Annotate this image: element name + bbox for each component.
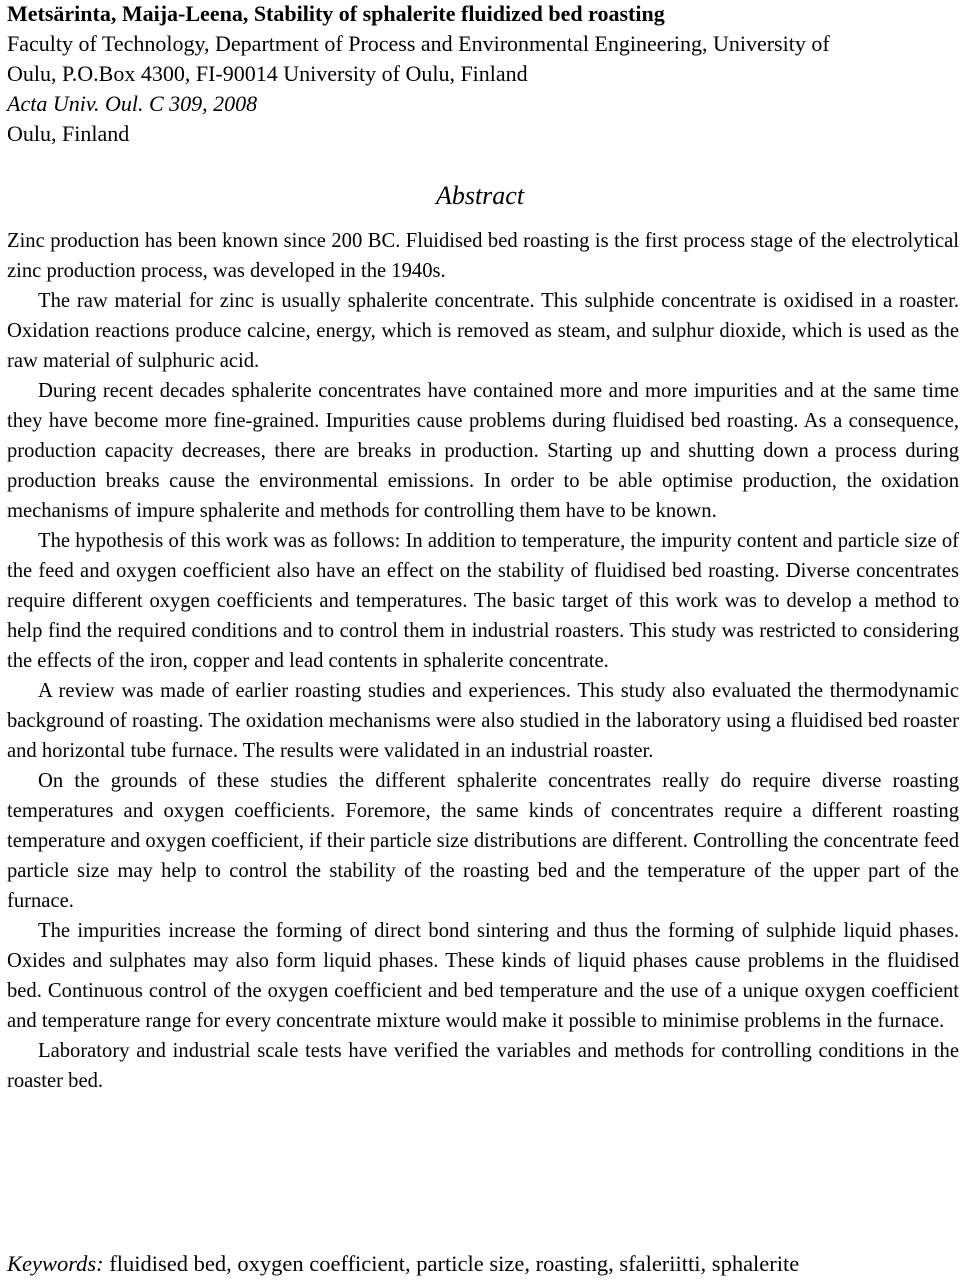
abstract-paragraph-1: Zinc production has been known since 200 BC. Fluidised bed roasting is the first process stage of the electrolytical zinc production process, was developed in the 1940s. (7, 230, 959, 282)
abstract-paragraph-8: Laboratory and industrial scale tests have verified the variables and methods for controlling conditions in the roaster bed. (7, 1040, 959, 1092)
abstract-paragraph-2: The raw material for zinc is usually sphalerite concentrate. This sulphide concentrate is oxidised in a roaster. Oxidation reactions produce calcine, energy, which is removed as steam, and sulphur dioxide, which is used as the raw material of sulphuric acid. (7, 290, 959, 372)
abstract-paragraph-6: On the grounds of these studies the different sphalerite concentrates really do require diverse roasting temperatures and oxygen coefficients. Foremore, the same kinds of concentrates require a different roasting temperature and oxygen coefficient, if their particle size distributions are different. Controlling the concentrate feed particle size may help to control the stability of the roasting bed and the temperature of the upper part of the furnace. (7, 770, 959, 912)
affiliation-line-1: Faculty of Technology, Department of Process and Environmental Engineering, University of (7, 31, 830, 56)
keywords-line (7, 1248, 959, 1280)
abstract-heading: Abstract (435, 181, 525, 210)
citation-header (7, 0, 956, 149)
publication-location: Oulu, Finland (7, 121, 130, 146)
citation-title: Metsärinta, Maija-Leena, Stability of sphalerite fluidized bed roasting (7, 1, 665, 26)
keywords-value: fluidised bed, oxygen coefficient, particle size, roasting, sfaleriitti, sphalerite (109, 1251, 800, 1276)
abstract-paragraph-5: A review was made of earlier roasting studies and experiences. This study also evaluated the thermodynamic background of roasting. The oxidation mechanisms were also studied in the laboratory using a fluidised bed roaster and horizontal tube furnace. The results were validated in an industrial roaster. (7, 680, 959, 762)
abstract-body (7, 226, 959, 1096)
journal-reference: Acta Univ. Oul. C 309, 2008 (7, 91, 258, 116)
abstract-paragraph-4: The hypothesis of this work was as follows: In addition to temperature, the impurity content and particle size of the feed and oxygen coefficient also have an effect on the stability of fluidised bed roasting. Diverse concentrates require different oxygen coefficients and temperatures. The basic target of this work was to develop a method to help find the required conditions and to control them in industrial roasters. This study was restricted to considering the effects of the iron, copper and lead contents in sphalerite concentrate. (7, 530, 959, 672)
abstract-paragraph-3: During recent decades sphalerite concentrates have contained more and more impurities and at the same time they have become more fine-grained. Impurities cause problems during fluidised bed roasting. As a consequence, production capacity decreases, there are breaks in production. Starting up and shutting down a process during production breaks cause the environmental emissions. In order to be able optimise production, the oxidation mechanisms of impure sphalerite and methods for controlling them have to be known. (7, 380, 959, 522)
abstract-paragraph-7: The impurities increase the forming of direct bond sintering and thus the forming of sulphide liquid phases. Oxides and sulphates may also form liquid phases. These kinds of liquid phases cause problems in the fluidised bed. Continuous control of the oxygen coefficient and bed temperature and the use of a unique oxygen coefficient and temperature range for every concentrate mixture would make it possible to minimise problems in the furnace. (7, 920, 959, 1032)
keywords-label: Keywords: (7, 1251, 104, 1276)
affiliation-line-2: Oulu, P.O.Box 4300, FI-90014 University of Oulu, Finland (7, 61, 528, 86)
